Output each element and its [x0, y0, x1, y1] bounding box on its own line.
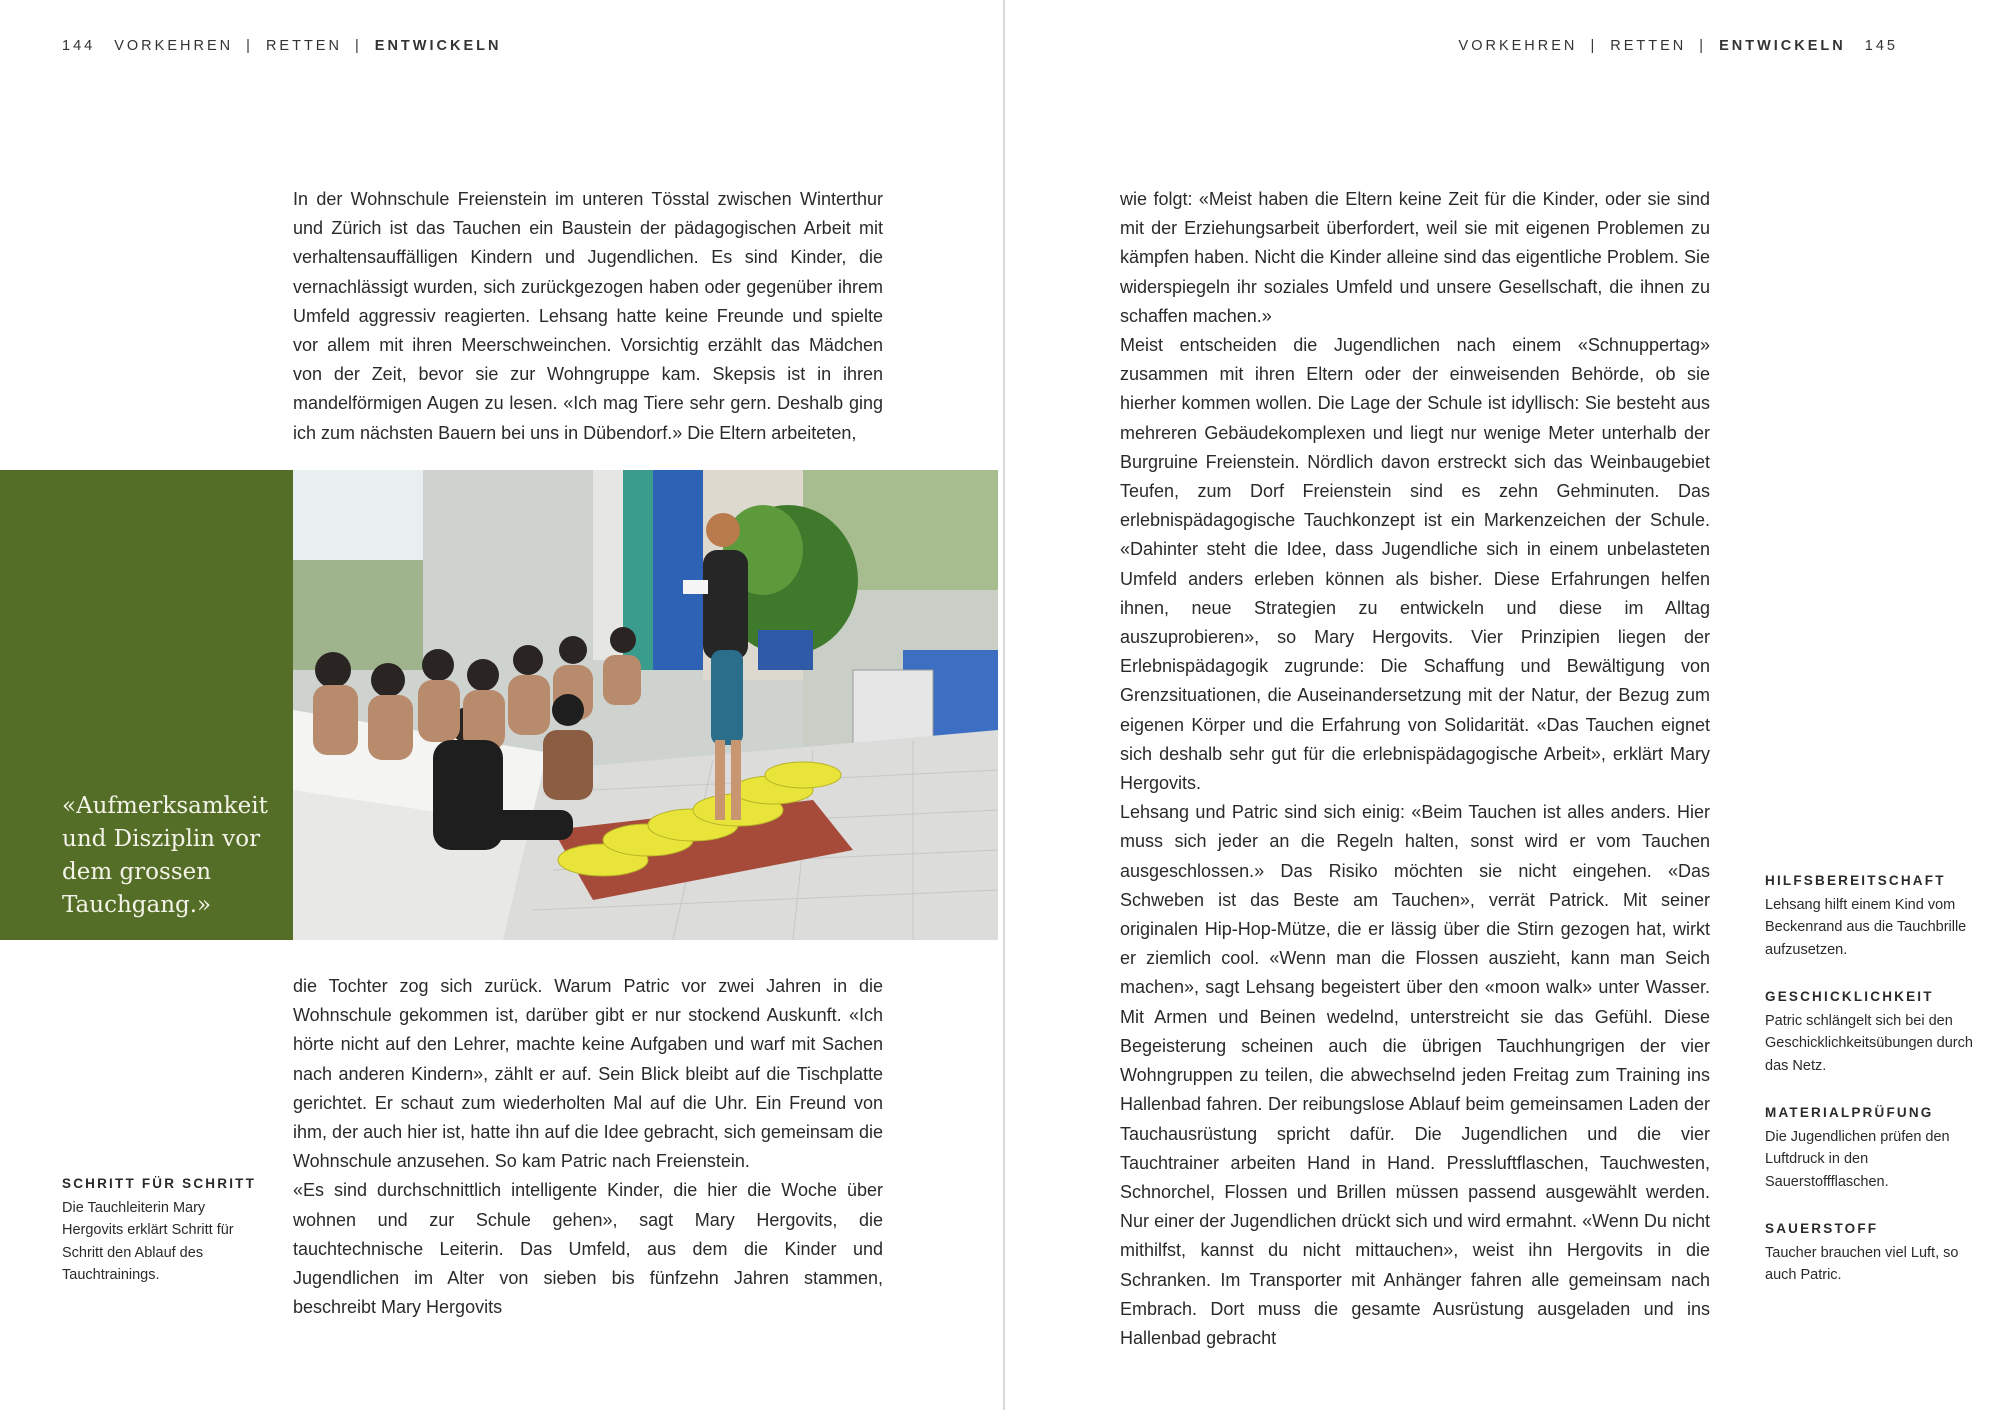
section-vorkehren: VORKEHREN — [1458, 38, 1578, 54]
caption-title: SAUERSTOFF — [1765, 1221, 1879, 1236]
section-retten: RETTEN — [265, 38, 342, 54]
caption-text: Taucher brauchen viel Luft, so auch Patric. — [1765, 1244, 1959, 1283]
paragraph: Lehsang und Patric sind sich einig: «Beim Tauchen ist alles anders. Hier muss sich jeder an die Regeln halten, sonst wird er vom Tauchen ausgeschlossen.» Das Risiko möchten sie nicht eingehen. «Das Schweben ist das Beste am Tauchen», verrät Patrick. Mit seiner originalen Hip-Hop-Mütze, die er lässig über die Stirn gezogen hat, wirkt er ziemlich cool. «Wenn man die Flossen auszieht, kann man Seich machen», sagt Lehsang begeistert über den «moon walk» unter Wasser. Mit Armen und Beinen wedelnd, unterstreicht sie das Gefühl. Diese Begeisterung scheinen auch die übrigen Tauchhungrigen der vier Wohngruppen zu teilen, die abwechselnd jeden Freitag zum Training ins Hallenbad fahren. Der reibungslose Ablauf beim gemeinsamen Laden der Tauchausrüstung spricht dafür. Die Jugendlichen und die vier Tauchtrainer arbeiten Hand in Hand. Pressluftflaschen, Tauchwesten, Schnorchel, Flossen und Brillen müssen passend ausgewählt werden. Nur einer der Jugendlichen drückt sich und wird ermahnt. «Wenn Du nicht mithilfst, kannst du nicht mittauchen», weist ihn Hergovits in die Schranken. Im Transporter mit Anhänger fahren alle gemeinsam nach Embrach. Dort muss die gesamte Ausrüstung ausgeladen und ins Hallenbad gebracht — [1120, 802, 1710, 1348]
caption-text: Die Jugendlichen prüfen den Luftdruck in den Sauerstoffflaschen. — [1765, 1128, 1950, 1190]
caption-title: MATERIALPRÜFUNG — [1765, 1105, 1934, 1120]
paragraph: «Es sind durchschnittlich intelligente Kinder, die hier die Woche über wohnen und zur Schule gehen», sagt Mary Hergovits, die tauchtechnische Leiterin. Das Umfeld, aus dem die Kinder und Jugendlichen im Alter von sieben bis fünfzehn Jahren stammen, beschreibt Mary Hergovits — [293, 1180, 883, 1318]
page-gutter — [1003, 0, 1005, 1410]
caption-sauerstoff — [1765, 1218, 1980, 1287]
caption-materialpruefung — [1765, 1102, 1980, 1193]
section-entwickeln-current: ENTWICKELN — [1719, 38, 1846, 54]
left-body-top — [293, 185, 883, 448]
caption-schritt-fuer-schritt — [62, 1173, 262, 1287]
caption-text: Patric schlängelt sich bei den Geschicklichkeitsübungen durch das Netz. — [1765, 1012, 1973, 1074]
right-body — [1120, 185, 1710, 1353]
paragraph: Meist entscheiden die Jugendlichen nach einem «Schnuppertag» zusammen mit ihren Eltern oder der einweisenden Behörde, ob sie hierher kommen wollen. Die Lage der Schule ist idyllisch: Sie besteht aus mehreren Gebäudekomplexen und liegt nur wenige Meter unterhalb der Burgruine Freienstein. Nördlich davon erstreckt sich das Weinbaugebiet Teufen, zum Dorf Freienstein sind es zehn Gehminuten. Das erlebnispädagogische Tauchkonzept ist ein Markenzeichen der Schule. «Dahinter steht die Idee, dass Jugendliche sich in einem unbelasteten Umfeld anders erleben können als bisher. Diese Erfahrungen helfen ihnen, neue Strategien zu entwickeln und diese im Alltag auszuprobieren», so Mary Hergovits. Vier Prinzipien liegen der Erlebnispädagogik zugrunde: Die Schaffung und Bewältigung von Grenzsituationen, die Auseinandersetzung mit der Natur, der Bezug zum eigenen Körper und die Erfahrung von Solidarität. «Das Tauchen eignet sich deshalb sehr gut für die erlebnispädagogische Arbeit», erklärt Mary Hergovits. — [1120, 335, 1710, 794]
caption-geschicklichkeit — [1765, 986, 1980, 1077]
paragraph: wie folgt: «Meist haben die Eltern keine Zeit für die Kinder, oder sie sind mit der Erziehungsarbeit überfordert, weil sie mit eigenen Problemen zu kämpfen haben. Nicht die Kinder alleine sind das eigentliche Problem. Sie widerspiegeln ihr soziales Umfeld und unsere Gesellschaft, die ihnen zu schaffen machen.» — [1120, 189, 1710, 326]
left-body-bottom — [293, 972, 883, 1322]
divers-briefing-photo — [293, 470, 998, 940]
page-number-right: 145 — [1864, 38, 1898, 54]
left-running-header: 144 VORKEHREN | RETTEN | ENTWICKELN — [62, 38, 502, 54]
caption-title: SCHRITT FÜR SCHRITT — [62, 1176, 257, 1191]
caption-hilfsbereitschaft — [1765, 870, 1980, 961]
caption-title: GESCHICKLICHKEIT — [1765, 989, 1934, 1004]
paragraph: die Tochter zog sich zurück. Warum Patric vor zwei Jahren in die Wohnschule gekommen ist, darüber gibt er nur stockend Auskunft. «Ich hörte nicht auf den Lehrer, machte keine Aufgaben und warf mit Sachen nach anderen Kindern», zählt er auf. Sein Blick bleibt auf die Tischplatte gerichtet. Er schaut zum wiederholten Mal auf die Uhr. Ein Freund von ihm, der auch hier ist, hatte ihn auf die Idee gebracht, sich gemeinsam die Wohnschule anzusehen. So kam Patric nach Freienstein. — [293, 976, 883, 1172]
right-running-header: VORKEHREN | RETTEN | ENTWICKELN 145 — [1458, 38, 1898, 54]
caption-text: Die Tauchleiterin Mary Hergovits erklärt Schritt für Schritt den Ablauf des Tauchtrainings. — [62, 1199, 234, 1283]
section-entwickeln-current: ENTWICKELN — [374, 38, 502, 54]
caption-text: Lehsang hilft einem Kind vom Beckenrand aus die Tauchbrille aufzusetzen. — [1765, 896, 1967, 958]
paragraph: In der Wohnschule Freienstein im unteren Tösstal zwischen Winterthur und Zürich ist das Tauchen ein Baustein der pädagogischen Arbeit mit verhaltensauffälligen Kindern und Jugendlichen. Es sind Kinder, die vernachlässigt wurden, sich zurückgezogen haben oder gegenüber ihrem Umfeld aggressiv reagierten. Lehsang hatte keine Freunde und spielte vor allem mit ihren Meerschweinchen. Vorsichtig erzählt das Mädchen von der Zeit, bevor sie zur Wohngruppe kam. Skepsis ist in ihren mandelförmigen Augen zu lesen. «Ich mag Tiere sehr gern. Deshalb ging ich zum nächsten Bauern bei uns in Dübendorf.» Die Eltern arbeiteten, — [293, 189, 883, 443]
pull-quote: «Aufmerksamkeit und Disziplin vor dem grossen Tauchgang.» — [62, 793, 268, 918]
caption-title: HILFSBEREITSCHAFT — [1765, 873, 1946, 888]
section-vorkehren: VORKEHREN — [114, 38, 234, 54]
section-retten: RETTEN — [1610, 38, 1687, 54]
page-number-left: 144 — [62, 38, 96, 54]
